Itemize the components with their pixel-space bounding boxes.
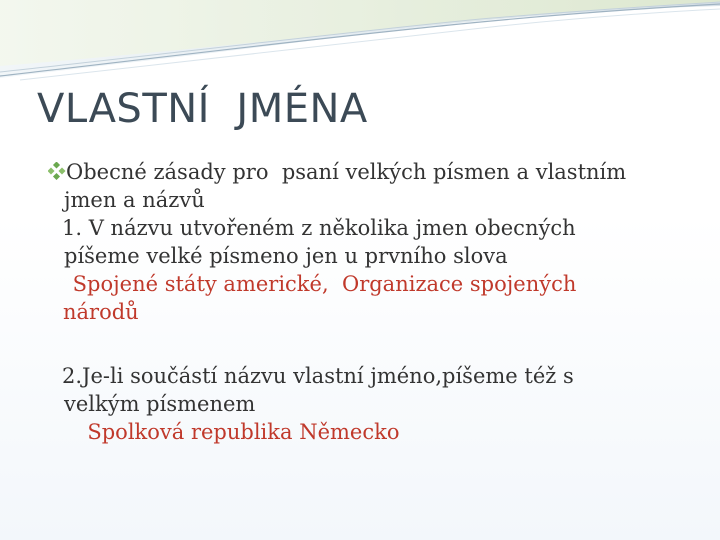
wave-decoration <box>0 0 720 90</box>
slide-content <box>48 158 698 446</box>
slide-title: VLASTNÍ JMÉNA <box>37 86 368 132</box>
text-line: jmen a názvů <box>64 188 205 212</box>
text-line: 1. V názvu utvořeném z několika jmen obecných <box>62 216 576 240</box>
diamond-bullet-icon <box>48 162 66 180</box>
example-line: národů <box>63 300 139 324</box>
text-line: 2.Je-li součástí názvu vlastní jméno,píšeme též s <box>62 364 574 388</box>
text-line: velkým písmenem <box>64 392 256 416</box>
text-line: píšeme velké písmeno jen u prvního slova <box>64 244 508 268</box>
spacer <box>48 326 698 362</box>
example-line: Spojené státy americké, Organizace spojených <box>66 272 577 296</box>
text-line: Obecné zásady pro psaní velkých písmen a vlastním <box>66 160 627 184</box>
example-line: Spolková republika Německo <box>74 420 400 444</box>
bullet-item <box>48 158 698 186</box>
